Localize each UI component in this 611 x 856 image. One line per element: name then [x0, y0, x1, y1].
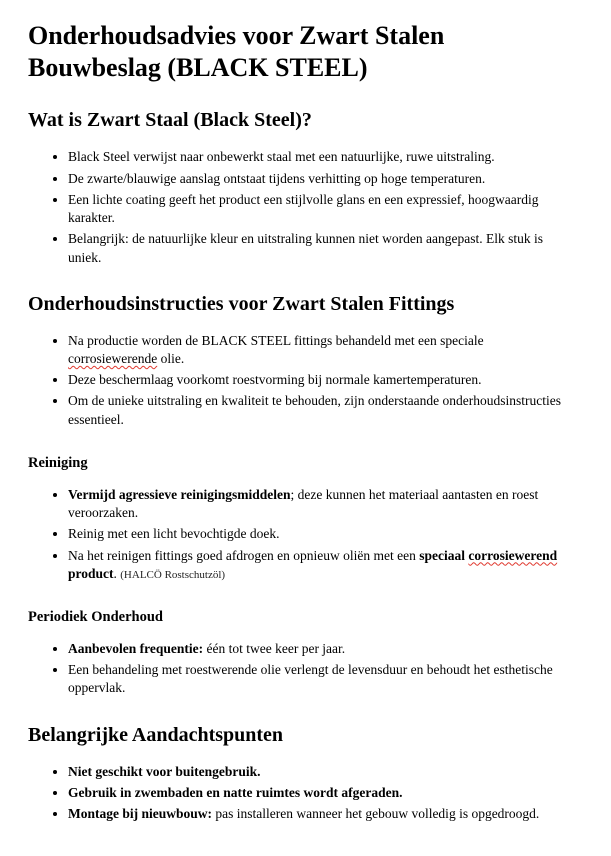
section-heading-wat-is-zwart-staal: Wat is Zwart Staal (Black Steel)?	[28, 109, 312, 132]
list-item-bold-text: Vermijd agressieve reinigingsmiddelen	[68, 486, 291, 502]
list-item	[68, 230, 565, 266]
list-item	[68, 486, 565, 522]
list-item-bold-text: Gebruik in zwembaden en natte ruimtes wordt afgeraden.	[68, 784, 403, 800]
list-item-text: Na het reinigen fittings goed afdrogen en opnieuw oliën met een	[68, 547, 420, 563]
list-item	[68, 332, 565, 368]
list-item-bold-text: product	[68, 565, 114, 581]
list-item	[68, 392, 565, 428]
list-item	[68, 661, 565, 697]
list-item-text: olie.	[157, 350, 185, 366]
spellcheck-underlined-word: corrosiewerende	[68, 350, 158, 366]
subsection-heading-reiniging: Reiniging	[28, 454, 88, 471]
bullet-list-zwart-staal	[28, 148, 565, 266]
list-item	[68, 371, 565, 389]
list-item-text: Na productie worden de BLACK STEEL fittings behandeld met een speciale	[68, 332, 484, 348]
list-item-bold-text: Aanbevolen frequentie:	[68, 640, 204, 656]
bullet-list-reiniging	[28, 486, 565, 583]
document-title: Onderhoudsadvies voor Zwart Stalen Bouwbeslag (BLACK STEEL)	[28, 21, 445, 82]
list-item-bold-text: speciaal	[419, 547, 469, 563]
list-item-text: Een lichte coating geeft het product een stijlvolle glans en een expressief, hoogwaardig karakter.	[68, 191, 539, 226]
list-item-text: Deze beschermlaag voorkomt roestvorming bij normale kamertemperaturen.	[68, 372, 482, 388]
list-item-text: .	[113, 565, 121, 581]
product-note-text: (HALCÖ Rostschutzöl)	[120, 568, 226, 581]
bullet-list-aandachtspunten	[28, 763, 565, 824]
list-item-text: één tot twee keer per jaar.	[203, 640, 346, 656]
list-item	[68, 525, 565, 543]
list-item-text: Een behandeling met roestwerende olie verlengt de levensduur en behoudt het esthetische oppervlak.	[68, 662, 553, 696]
subsection-heading-periodiek-onderhoud: Periodiek Onderhoud	[28, 608, 163, 625]
bullet-list-periodiek-onderhoud	[28, 640, 565, 698]
list-item-bold-text: Montage bij nieuwbouw:	[68, 806, 213, 822]
list-item	[68, 784, 565, 802]
list-item	[68, 170, 565, 188]
list-item	[68, 547, 565, 583]
spellcheck-underlined-word: corrosiewerend	[468, 547, 558, 563]
list-item-text: Belangrijk: de natuurlijke kleur en uitstraling kunnen niet worden aangepast. Elk stuk is uniek.	[68, 231, 544, 265]
list-item-text: Black Steel verwijst naar onbewerkt staal met een natuurlijke, ruwe uitstraling.	[68, 149, 495, 165]
list-item	[68, 805, 565, 823]
list-item-text: Om de unieke uitstraling en kwaliteit te behouden, zijn onderstaande onderhoudsinstructies essentieel.	[68, 393, 561, 427]
bullet-list-onderhoudsinstructies	[28, 332, 565, 429]
section-heading-onderhoudsinstructies: Onderhoudsinstructies voor Zwart Stalen Fittings	[28, 292, 455, 315]
list-item	[68, 640, 565, 658]
list-item-text: De zwarte/blauwige aanslag ontstaat tijdens verhitting op hoge temperaturen.	[68, 170, 486, 186]
section-heading-belangrijke-aandachtspunten: Belangrijke Aandachtspunten	[28, 723, 284, 746]
list-item	[68, 148, 565, 166]
list-item-text: ; deze kunnen het materiaal aantasten en roest veroorzaken.	[68, 486, 539, 521]
list-item	[68, 191, 565, 227]
list-item-text: Reinig met een licht bevochtigde doek.	[68, 526, 280, 542]
list-item	[68, 763, 565, 781]
list-item-bold-text: Niet geschikt voor buitengebruik.	[68, 763, 261, 779]
list-item-text: pas installeren wanneer het gebouw volledig is opgedroogd.	[212, 806, 540, 822]
